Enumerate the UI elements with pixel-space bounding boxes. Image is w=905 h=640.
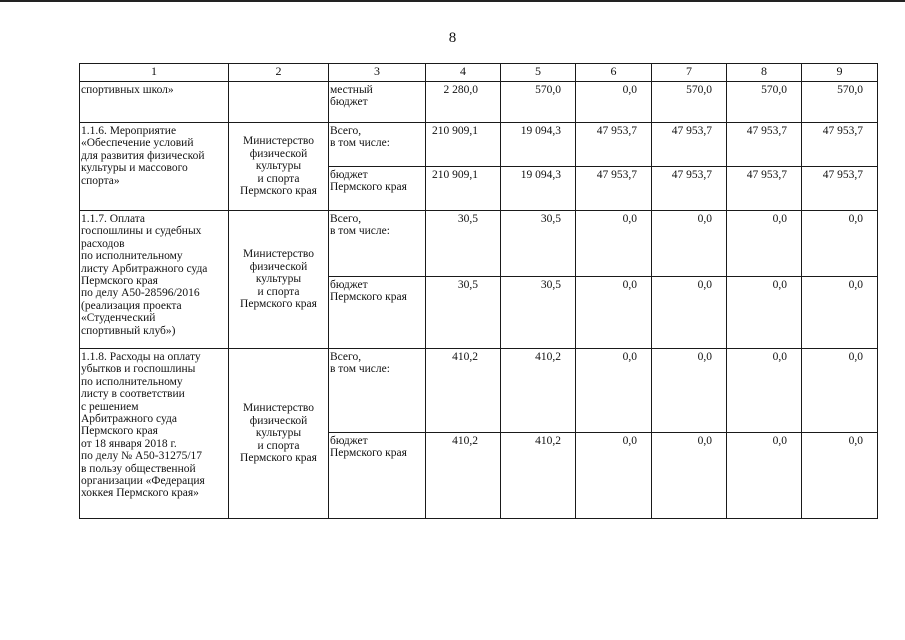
amount-cell: 47 953,7 <box>802 123 878 167</box>
funding-source: бюджет Пермского края <box>329 433 426 519</box>
amount-cell: 0,0 <box>576 433 652 519</box>
amount-cell: 47 953,7 <box>652 123 727 167</box>
amount-cell: 47 953,7 <box>576 167 652 211</box>
activity-name: 1.1.6. Мероприятие «Обеспечение условий для развития физической культуры и массового спорта» <box>80 123 229 211</box>
amount-cell: 0,0 <box>652 211 727 277</box>
amount-cell: 30,5 <box>501 277 576 349</box>
amount-cell: 0,0 <box>727 433 802 519</box>
table-row <box>80 349 878 433</box>
amount-cell: 0,0 <box>576 277 652 349</box>
amount-cell: 0,0 <box>802 349 878 433</box>
column-header: 3 <box>329 64 426 82</box>
amount-cell: 0,0 <box>652 277 727 349</box>
amount-cell: 19 094,3 <box>501 123 576 167</box>
column-header: 1 <box>80 64 229 82</box>
amount-cell: 410,2 <box>426 433 501 519</box>
amount-cell: 47 953,7 <box>727 123 802 167</box>
amount-cell: 2 280,0 <box>426 82 501 123</box>
amount-cell: 210 909,1 <box>426 167 501 211</box>
funding-source: Всего, в том числе: <box>329 349 426 433</box>
amount-cell: 47 953,7 <box>727 167 802 211</box>
table-row <box>80 82 878 123</box>
amount-cell: 30,5 <box>426 211 501 277</box>
amount-cell: 410,2 <box>501 349 576 433</box>
amount-cell: 0,0 <box>576 211 652 277</box>
table-row <box>80 123 878 167</box>
responsible-agency <box>229 82 329 123</box>
activity-name: 1.1.8. Расходы на оплату убытков и госпошлины по исполнительному листу в соответствии с решением Арбитражного суда Пермского края от 18 января 2018 г. по делу № А50-31275/17 в пользу общественной организации «Федерация хоккея Пермского края» <box>80 349 229 519</box>
funding-source: местный бюджет <box>329 82 426 123</box>
column-header: 7 <box>652 64 727 82</box>
responsible-agency: Министерство физической культуры и спорта Пермского края <box>229 349 329 519</box>
amount-cell: 30,5 <box>426 277 501 349</box>
column-header: 9 <box>802 64 878 82</box>
table-row <box>80 211 878 277</box>
amount-cell: 570,0 <box>802 82 878 123</box>
page-top-edge <box>0 0 905 2</box>
amount-cell: 47 953,7 <box>576 123 652 167</box>
amount-cell: 210 909,1 <box>426 123 501 167</box>
funding-source: Всего, в том числе: <box>329 123 426 167</box>
amount-cell: 410,2 <box>426 349 501 433</box>
amount-cell: 0,0 <box>727 277 802 349</box>
column-header: 2 <box>229 64 329 82</box>
budget-table <box>79 63 878 519</box>
page-number: 8 <box>448 30 457 46</box>
amount-cell: 47 953,7 <box>802 167 878 211</box>
column-header: 4 <box>426 64 501 82</box>
amount-cell: 0,0 <box>652 433 727 519</box>
column-header: 8 <box>727 64 802 82</box>
responsible-agency: Министерство физической культуры и спорта Пермского края <box>229 123 329 211</box>
funding-source: Всего, в том числе: <box>329 211 426 277</box>
amount-cell: 0,0 <box>802 211 878 277</box>
column-header: 5 <box>501 64 576 82</box>
amount-cell: 30,5 <box>501 211 576 277</box>
amount-cell: 0,0 <box>802 433 878 519</box>
amount-cell: 0,0 <box>576 349 652 433</box>
activity-name: спортивных школ» <box>80 82 229 123</box>
amount-cell: 0,0 <box>576 82 652 123</box>
funding-source: бюджет Пермского края <box>329 167 426 211</box>
responsible-agency: Министерство физической культуры и спорта Пермского края <box>229 211 329 349</box>
amount-cell: 570,0 <box>652 82 727 123</box>
funding-source: бюджет Пермского края <box>329 277 426 349</box>
amount-cell: 570,0 <box>727 82 802 123</box>
amount-cell: 47 953,7 <box>652 167 727 211</box>
column-header: 6 <box>576 64 652 82</box>
amount-cell: 410,2 <box>501 433 576 519</box>
column-number-row <box>80 64 878 82</box>
amount-cell: 0,0 <box>802 277 878 349</box>
amount-cell: 0,0 <box>652 349 727 433</box>
amount-cell: 19 094,3 <box>501 167 576 211</box>
amount-cell: 0,0 <box>727 211 802 277</box>
amount-cell: 570,0 <box>501 82 576 123</box>
activity-name: 1.1.7. Оплата госпошлины и судебных расходов по исполнительному листу Арбитражного суда Пермского края по делу А50-28596/2016 (реализация проекта «Студенческий спортивный клуб») <box>80 211 229 349</box>
amount-cell: 0,0 <box>727 349 802 433</box>
